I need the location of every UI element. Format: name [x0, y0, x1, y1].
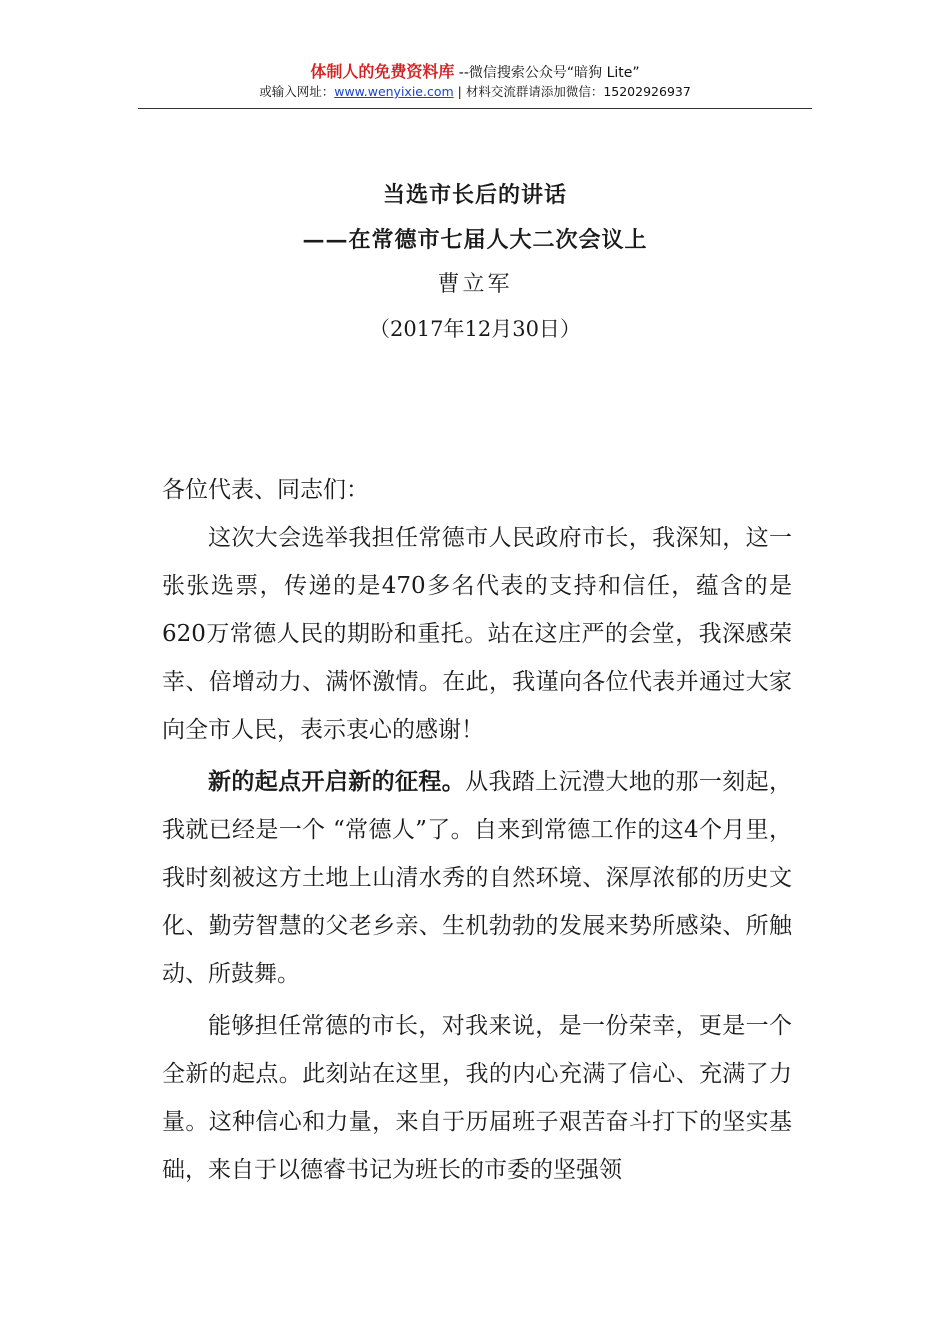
title-block: [0, 180, 950, 344]
salutation: 各位代表、同志们：: [162, 477, 369, 503]
document-subtitle: ——在常德市七届人大二次会议上: [302, 227, 648, 253]
document-author: 曹立军: [437, 272, 513, 297]
header-line-1: [138, 62, 812, 83]
header-brand: 体制人的免费资料库: [310, 62, 455, 81]
header-line-1-text: --微信搜索公众号“暗狗 Lite”: [454, 65, 640, 81]
header-divider: [138, 108, 812, 109]
website-link[interactable]: www.wenyixie.com: [334, 84, 454, 99]
header-line-2-prefix: 或输入网址：: [259, 84, 335, 99]
header-line-2: [138, 83, 812, 101]
page-header: [138, 62, 812, 101]
paragraph-2: [162, 758, 792, 998]
document-date: （2017年12月30日）: [369, 317, 581, 341]
document-title: 当选市长后的讲话: [382, 182, 567, 208]
paragraph-1: 这次大会选举我担任常德市人民政府市长，我深知，这一张张选票，传递的是470多名代表的支持和信任，蕴含的是620万常德人民的期盼和重托。站在这庄严的会堂，我深感荣幸、倍增动力、满怀激情。在此，我谨向各位代表并通过大家向全市人民，表示衷心的感谢！: [162, 525, 792, 743]
paragraph-3: 能够担任常德的市长，对我来说，是一份荣幸，更是一个全新的起点。此刻站在这里，我的内心充满了信心、充满了力量。这种信心和力量，来自于历届班子艰苦奋斗打下的坚实基础，来自于以德睿书记为班长的市委的坚强领: [162, 1013, 792, 1183]
document-body: [162, 466, 792, 1194]
header-line-2-suffix: | 材料交流群请添加微信：15202926937: [453, 84, 691, 99]
paragraph-2-lead: 新的起点开启新的征程。: [208, 768, 466, 795]
paragraph-2-text: 从我踏上沅澧大地的那一刻起，我就已经是一个 “常德人”了。自来到常德工作的这4个月里，我时刻被这方土地上山清水秀的自然环境、深厚浓郁的历史文化、勤劳智慧的父老乡亲、生机勃勃的发展来势所感染、所触动、所鼓舞。: [162, 769, 792, 987]
